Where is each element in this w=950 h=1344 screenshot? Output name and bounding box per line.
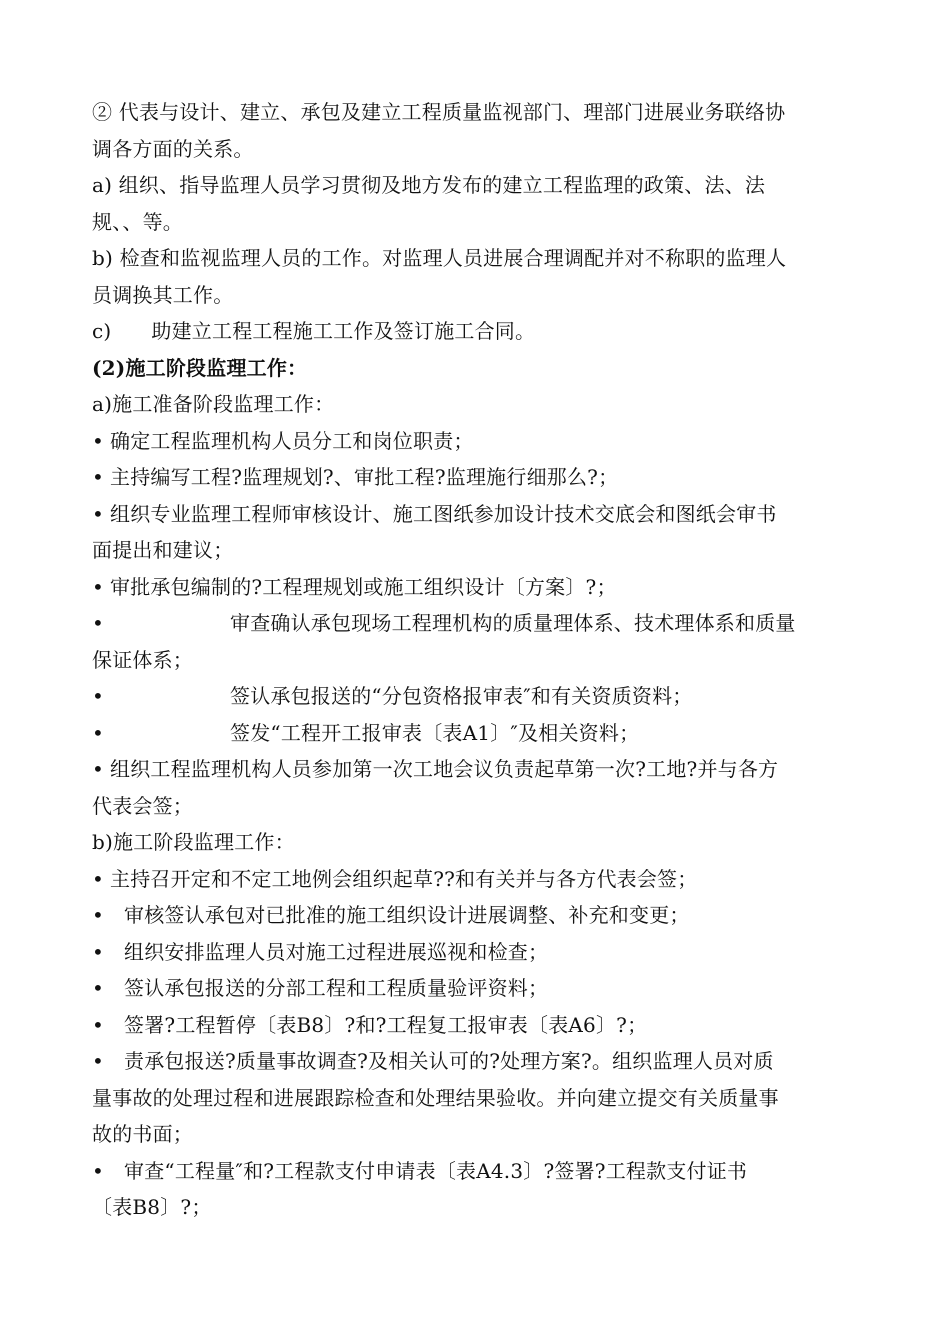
- text: 审核签认承包对已批准的施工组织设计进展调整、补充和变更；: [124, 903, 690, 927]
- text: 签认承包报送的分部工程和工程质量验评资料；: [124, 976, 549, 1000]
- text: b)施工阶段监理工作：: [92, 830, 295, 854]
- text: a)施工准备阶段监理工作：: [92, 392, 335, 416]
- bullet-icon: •: [92, 939, 104, 964]
- text: 助建立工程工程施工工作及签订施工合同。: [151, 319, 536, 343]
- bullet-item: [92, 715, 862, 752]
- text: 调各方面的关系。: [92, 136, 254, 161]
- bullet-icon: •: [92, 720, 104, 745]
- text: 面提出和建议；: [92, 538, 234, 562]
- subsection-title: [92, 824, 862, 861]
- bullet-item: [92, 934, 862, 971]
- bullet-icon: •: [92, 501, 104, 526]
- bullet-icon: •: [92, 684, 104, 708]
- text: 代表会签；: [92, 793, 193, 818]
- paragraph-line: [92, 313, 862, 350]
- bullet-icon: •: [92, 866, 104, 891]
- bullet-item: [92, 897, 862, 934]
- text: 审查确认承包现场工程理机构的质量理体系、技术理体系和质量: [230, 611, 796, 635]
- paragraph-line: [92, 1080, 862, 1117]
- paragraph-line: [92, 1189, 862, 1226]
- paragraph-line: [92, 240, 862, 277]
- bullet-item: [92, 605, 862, 642]
- text: 主持编写工程?监理规划?、审批工程?监理施行细那么?；: [110, 465, 619, 489]
- bullet-item: [92, 496, 862, 533]
- subsection-title: [92, 386, 862, 423]
- text: 确定工程监理机构人员分工和岗位职责；: [110, 428, 474, 453]
- bullet-item: [92, 423, 862, 460]
- text: (2)施工阶段监理工作：: [92, 355, 308, 380]
- text: 〔表B8〕?；: [92, 1195, 212, 1219]
- paragraph-line: [92, 277, 862, 314]
- bullet-icon: •: [92, 611, 104, 635]
- text: 组织专业监理工程师审核设计、施工图纸参加设计技术交底会和图纸会审书: [110, 501, 777, 526]
- bullet-icon: •: [92, 903, 104, 927]
- text: 签署?工程暂停〔表B8〕?和?工程复工报审表〔表A6〕?；: [124, 1012, 648, 1037]
- document-body: [92, 94, 862, 1226]
- item-marker: c): [92, 319, 112, 343]
- bullet-icon: •: [92, 1049, 104, 1073]
- text: 主持召开定和不定工地例会组织起草??和有关并与各方代表会签；: [110, 866, 698, 891]
- paragraph-line: [92, 167, 862, 204]
- paragraph-line: [92, 788, 862, 825]
- text: 保证体系；: [92, 647, 193, 672]
- text: 签认承包报送的“分包资格报审表″和有关资质资料；: [230, 684, 693, 708]
- text: ② 代表与设计、建立、承包及建立工程质量监视部门、理部门进展业务联络协: [92, 100, 786, 124]
- text: a) 组织、指导监理人员学习贯彻及地方发布的建立工程监理的政策、法、法: [92, 173, 766, 197]
- text: 员调换其工作。: [92, 282, 234, 307]
- text: 审批承包编制的?工程理规划或施工组织设计〔方案〕?；: [110, 574, 617, 599]
- bullet-item: [92, 751, 862, 788]
- bullet-icon: •: [92, 1012, 104, 1037]
- paragraph-line: [92, 642, 862, 679]
- bullet-item: [92, 1043, 862, 1080]
- bullet-item: [92, 1153, 862, 1190]
- bullet-icon: •: [92, 757, 104, 781]
- bullet-item: [92, 569, 862, 606]
- text: 组织工程监理机构人员参加第一次工地会议负责起草第一次?工地?并与各方: [110, 757, 779, 781]
- bullet-item: [92, 1007, 862, 1044]
- text: 组织安排监理人员对施工过程进展巡视和检查；: [124, 939, 549, 964]
- paragraph-line: [92, 532, 862, 569]
- bullet-item: [92, 861, 862, 898]
- text: b) 检查和监视监理人员的工作。对监理人员进展合理调配并对不称职的监理人: [92, 246, 787, 270]
- text: 故的书面；: [92, 1122, 193, 1146]
- text: 责承包报送?质量事故调查?及相关认可的?处理方案?。组织监理人员对质: [124, 1049, 774, 1073]
- bullet-icon: •: [92, 976, 104, 1000]
- bullet-icon: •: [92, 428, 104, 453]
- section-heading: [92, 350, 862, 387]
- paragraph-line: [92, 131, 862, 168]
- bullet-icon: •: [92, 574, 104, 599]
- text: 审查“工程量″和?工程款支付申请表〔表A4.3〕?签署?工程款支付证书: [124, 1158, 748, 1183]
- bullet-item: [92, 459, 862, 496]
- bullet-item: [92, 970, 862, 1007]
- text: 签发“工程开工报审表〔表A1〕″及相关资料；: [230, 720, 640, 745]
- paragraph-line: [92, 204, 862, 241]
- text: 量事故的处理过程和进展跟踪检查和处理结果验收。并向建立提交有关质量事: [92, 1085, 779, 1110]
- paragraph-line: [92, 1116, 862, 1153]
- bullet-item: [92, 678, 862, 715]
- bullet-icon: •: [92, 465, 104, 489]
- text: 规、、等。: [92, 209, 183, 234]
- bullet-icon: •: [92, 1158, 104, 1183]
- paragraph-line: [92, 94, 862, 131]
